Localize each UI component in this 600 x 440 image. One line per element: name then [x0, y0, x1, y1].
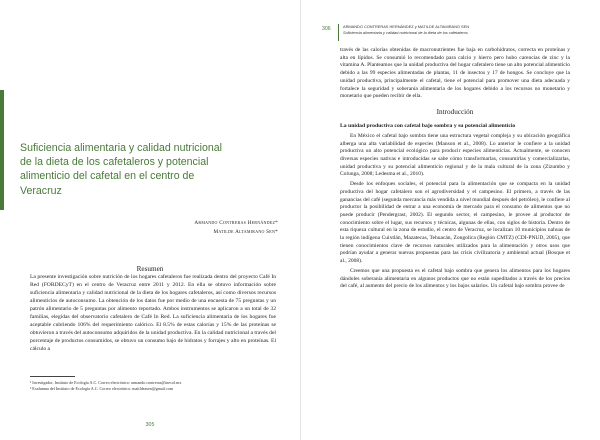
footnote-divider — [30, 376, 75, 377]
section-title: Introducción — [436, 107, 474, 116]
footnotes — [30, 380, 280, 392]
running-head — [322, 24, 572, 42]
abstract-text: La presente investigación sobre nutrición de los hogares cafetaleros fue realizada dentro del proyecto Café In Red (FORDECyT) en el centro de Veracruz entre 2011 y 2012. En ella se obtuvo información sobre suficiencia alimentaria y calidad nutricional de la dieta de los hogares cafetaleros, así como diversos recursos alimenticios de autoconsumo. La obtención de los datos fue por medio de una encuesta de 75 preguntas y un patrón alimentario de 5 preguntas por alimento reportado. Ambos instrumentos se aplicaron a un total de 32 familias, elegidas del observatorio cafetalero de Café In Red. La suficiencia alimentaria de los hogares fue aceptable cubriendo 106% del requerimiento calórico. El 8.5% de estas calorías y 15% de las proteínas se obtuvieron a través del autoconsumo adquiridos de la unidad productiva. En la calidad nutricional a través del porcentaje de productos consumidos, se obtuvo un consumo bajo de hidratos y forrajes y alto en proteínas. El cálculo a — [30, 274, 276, 352]
footnote-1: ¹ Investigador, Instituto de Ecología A.C. Correo electrónico: armando.contreras@inecol.mx — [30, 380, 182, 385]
footnote-2: ² Exalumna del Instituto de Ecología A.C. Correo electrónico: matildeasen@gmail.com — [30, 386, 174, 392]
running-head-text — [343, 24, 568, 35]
page-number-right: 306 — [322, 26, 331, 32]
accent-bar — [0, 90, 4, 210]
paragraph: Creemos que una propuesta es el cafetal bajo sombra que genera los alimentos para los hogares dándoles soberanía alimentaria en algunos productos que no están supeditados a través de los precios del café, al aumento del precio de los alimentos y los bajos salarios. Un cafetal bajo sombra provee de — [340, 267, 570, 290]
author-1: Armando Contreras Hernández* — [194, 220, 278, 226]
subsection-title: La unidad productiva con cafetal bajo sombra y su potencial alimenticio — [340, 122, 516, 129]
intro-continuation: través de las calorías obtenidas de macronutrientes fue baja en carbohidratos, correcta en proteínas y alta en lípidos. Se consumió lo recomendado para calcio y hierro pero hubo carencias de zinc y la vitamina A. Planteamos que la unidad productiva del hogar cafetalero tiene un alto potencial alimenticio debido a las 99 especies alimentadas de plantas, 11 de insectos y 17 de hongos. Se concluye que la unidad productiva, principalmente el cafetal, tiene el potencial para promover una dieta adecuada y fortalece la seguridad y soberanía alimentaria de los hogares debido a los recursos no monetario y monetario que pueden recibir de ella. — [340, 47, 570, 100]
abstract-heading: Resumen — [136, 265, 164, 273]
author-2: Matilde Altamirano Sen* — [213, 229, 278, 235]
paragraph: En México el cafetal bajo sombra tiene una estructura vegetal compleja y su ubicación geográfica alberga una alta variabilidad de especies (Manson et al., 2008). Lo anterior le confiere a la unidad productiva un alto potencial ecológico para producir especies alimenticias. Actualmente, se conocen diversas especies nativas e introducidas se sabe cómo transformarlas, consumirlas y comercializarlas, unidad productiva y su potencial alimenticio regional y de la mala cultural de la zona (Zizumbo y Colunga, 2008; Ledesma et al., 2010). — [340, 132, 570, 178]
right-body-text — [340, 47, 570, 293]
running-head-divider — [338, 24, 339, 41]
authors — [194, 219, 278, 237]
paragraph: Desde los enfoques sociales, el potencial para la alimentación que se compacta en la unidad productiva del hogar cafetalero son el agrodiversidad y el campesino. El primero, a través de las ganancias del café (segunda mercancía más vendida a nivel mundial después del petróleo), le confiere al productor la posibilidad de entrar a una economía de mercado para el consumo de alimentos que no puede producir (Pendergrast, 2002). El segundo sector, el campesino, le provee al productor de conocimiento sobre el lugar, sus recursos y técnicas, algunas de ellas, con siglos de historia. Dentro de esta riqueza cultural en la zona de estudio, el centro de Veracruz, se localizan 10 municipios nahuas de la región indígena Cuixtlán, Mazatecas, Tehuacán, Zongolica (Región CMTZ) (CDI-PNUD, 2005), que tienen conocimientos clave de recursos naturales utilizados para la alimentación y otros usos que podrían ayudar a generar nuevas propuestas para las crisis civilizatoria y ambiental actual (Bosque et al., 2008). — [340, 181, 570, 265]
running-head-authors: ARMANDO CONTRERAS HERNÁNDEZ y MATILDE ALTAMIRANO SEN — [343, 24, 470, 29]
running-head-title: Suficiencia alimentaria y calidad nutricional de la dieta de los cafetaleros — [343, 29, 468, 35]
article-title: Suficiencia alimentaria y calidad nutricional de la dieta de los cafetaleros y potencial alimenticio del cafetal en el centro de Veracruz — [20, 142, 222, 197]
page-number-left: 305 — [145, 422, 155, 428]
